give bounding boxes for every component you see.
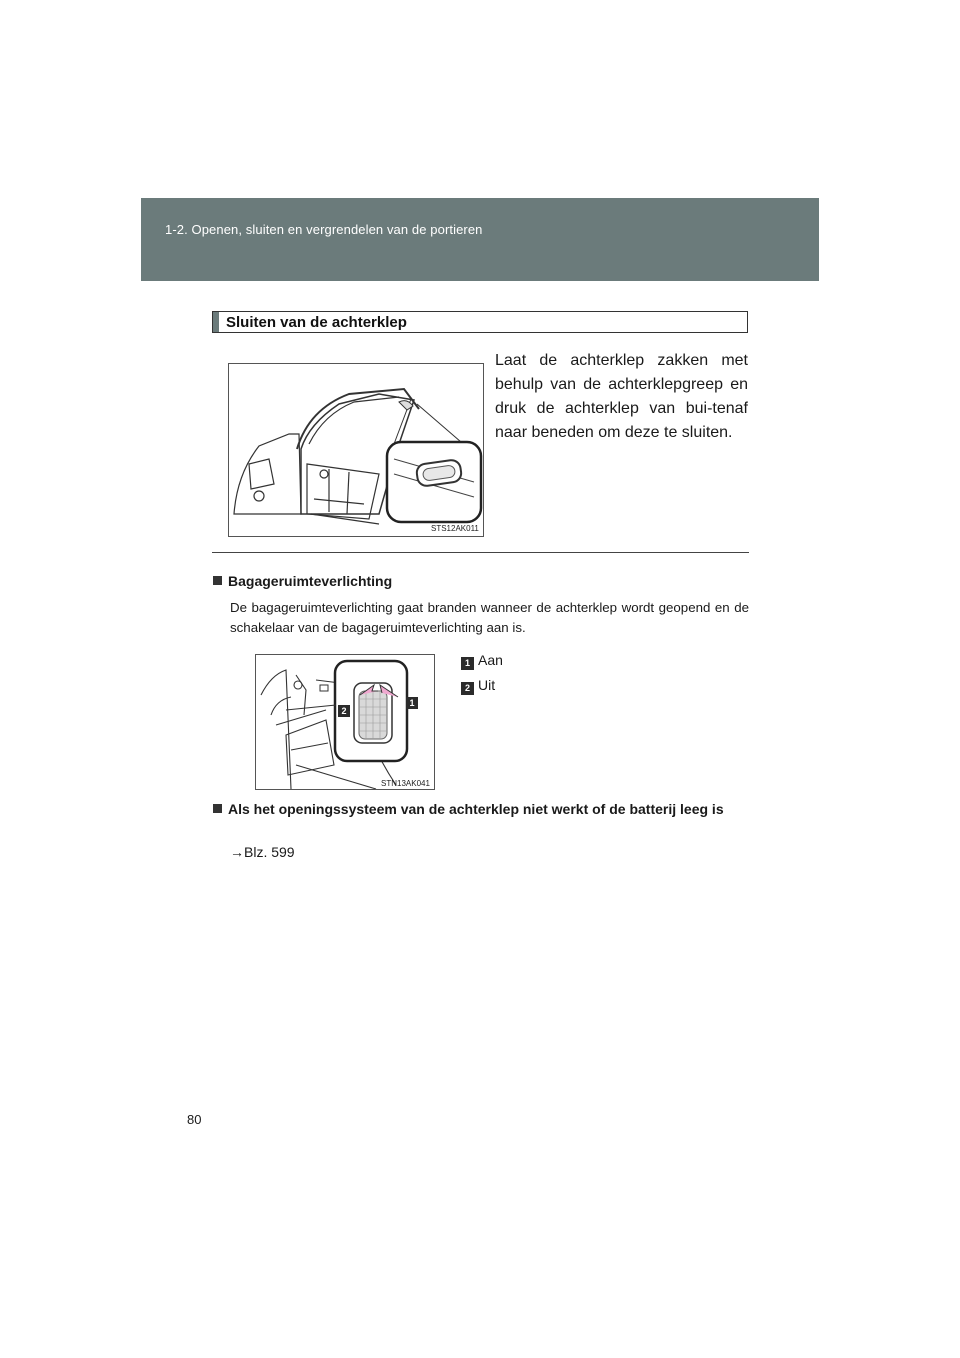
svg-text:2: 2 xyxy=(341,706,347,716)
bagage-heading xyxy=(213,573,392,589)
bullet-square-icon xyxy=(213,804,222,813)
bullet-square-icon xyxy=(213,576,222,585)
legend-label: Uit xyxy=(478,677,496,693)
bagage-heading-text: Bagageruimteverlichting xyxy=(228,573,393,589)
section-title-box xyxy=(212,311,748,333)
bagage-text: De bagageruimteverlichting gaat branden wanneer de achterklep wordt geopend en de schakelaar van de bagageruimteverlichting aan is. xyxy=(230,600,749,635)
opening-system-heading xyxy=(213,799,749,819)
number-tag-1: 1 xyxy=(461,657,474,670)
figure-code: STN13AK041 xyxy=(381,779,430,788)
section-title: Sluiten van de achterklep xyxy=(226,314,407,331)
figure-code: STS12AK011 xyxy=(431,524,479,533)
legend-item-uit xyxy=(461,677,495,695)
page-number: 80 xyxy=(187,1112,202,1127)
tailgate-closing-illustration xyxy=(228,363,484,537)
chapter-title: 1-2. Openen, sluiten en vergrendelen van de portieren xyxy=(165,222,483,237)
section-divider xyxy=(212,552,749,553)
legend-label: Aan xyxy=(478,652,503,668)
page-reference-link[interactable]: →Blz. 599 xyxy=(230,844,295,860)
section-title-accent xyxy=(213,312,219,332)
cargo-light-switch-illustration xyxy=(255,654,435,790)
header-band xyxy=(141,198,819,281)
svg-text:1: 1 xyxy=(409,698,415,708)
number-tag-2: 2 xyxy=(461,682,474,695)
legend-item-aan xyxy=(461,652,503,670)
opening-system-heading-text: Als het openingssysteem van de achterklep niet werkt of de batterij leeg is xyxy=(228,801,724,817)
closing-instruction: Laat de achterklep zakken met behulp van de achterklepgreep en druk de achterklep van bui-tenaf naar beneden om deze te sluiten. xyxy=(495,352,748,441)
